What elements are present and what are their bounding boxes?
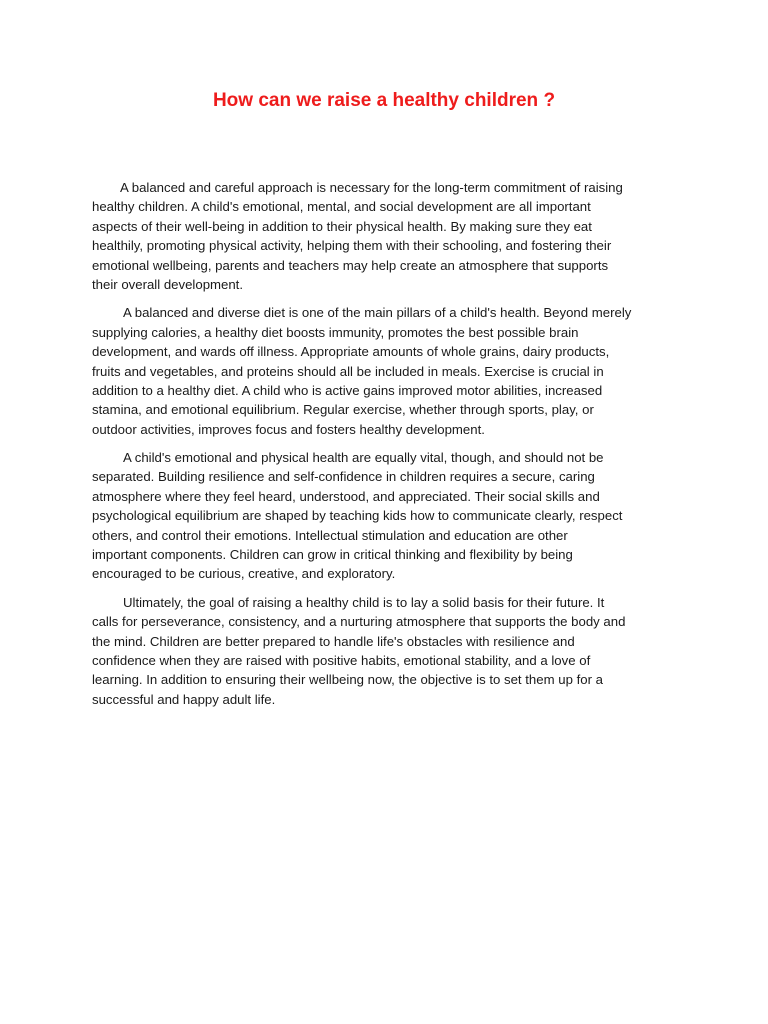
paragraph-line: others, and control their emotions. Intellectual stimulation and education are other — [92, 527, 568, 543]
paragraph-line: calls for perseverance, consistency, and a nurturing atmosphere that supports the body and — [92, 614, 626, 630]
paragraph-line: the mind. Children are better prepared to handle life's obstacles with resilience and — [92, 633, 575, 649]
paragraph-line: A balanced and careful approach is necessary for the long-term commitment of raising — [120, 180, 623, 195]
paragraph-line: encouraged to be curious, creative, and exploratory. — [92, 566, 396, 582]
paragraph-line: important components. Children can grow in critical thinking and flexibility by being — [92, 547, 573, 563]
paragraph-line: psychological equilibrium are shaped by teaching kids how to communicate clearly, respect — [92, 508, 623, 524]
paragraph-line: A child's emotional and physical health are equally vital, though, and should not be — [123, 450, 604, 466]
paragraph-line: successful and happy adult life. — [92, 691, 276, 707]
paragraph-line: fruits and vegetables, and proteins should all be included in meals. Exercise is crucial in — [92, 363, 604, 379]
paragraph-line: supplying calories, a healthy diet boosts immunity, promotes the best possible brain — [92, 324, 579, 340]
paragraph-line: Ultimately, the goal of raising a healthy child is to lay a solid basis for their future. It — [123, 594, 605, 610]
paragraph-line: stamina, and emotional equilibrium. Regular exercise, whether through sports, play, or — [92, 402, 594, 418]
paragraph-line: healthy children. A child's emotional, mental, and social development are all important — [92, 199, 591, 215]
paragraph-line: addition to a healthy diet. A child who is active gains improved motor abilities, increased — [92, 382, 603, 398]
paragraph-4 — [92, 593, 682, 709]
paragraph-3 — [92, 448, 682, 584]
paragraph-line: their overall development. — [92, 276, 244, 292]
paragraph-line: confidence when they are raised with positive habits, emotional stability, and a love of — [92, 652, 591, 668]
paragraph-line: atmosphere where they feel heard, understood, and appreciated. Their social skills and — [92, 488, 600, 504]
document-title: How can we raise a healthy children ? — [212, 90, 556, 111]
paragraph-line: healthily, promoting physical activity, helping them with their schooling, and fostering their — [92, 238, 612, 254]
document-body — [92, 178, 682, 718]
paragraph-line: separated. Building resilience and self-confidence in children requires a secure, caring — [92, 469, 595, 485]
paragraph-2 — [92, 303, 682, 439]
paragraph-1 — [92, 178, 682, 294]
paragraph-line: outdoor activities, improves focus and fosters healthy development. — [92, 421, 485, 437]
paragraph-line: emotional wellbeing, parents and teachers may help create an atmosphere that supports — [92, 257, 609, 273]
paragraph-line: learning. In addition to ensuring their wellbeing now, the objective is to set them up for a — [92, 672, 603, 688]
paragraph-line: aspects of their well-being in addition to their physical health. By making sure they eat — [92, 218, 592, 234]
paragraph-line: development, and wards off illness. Appropriate amounts of whole grains, dairy products, — [92, 344, 610, 360]
paragraph-line: A balanced and diverse diet is one of the main pillars of a child's health. Beyond merely — [123, 305, 632, 321]
